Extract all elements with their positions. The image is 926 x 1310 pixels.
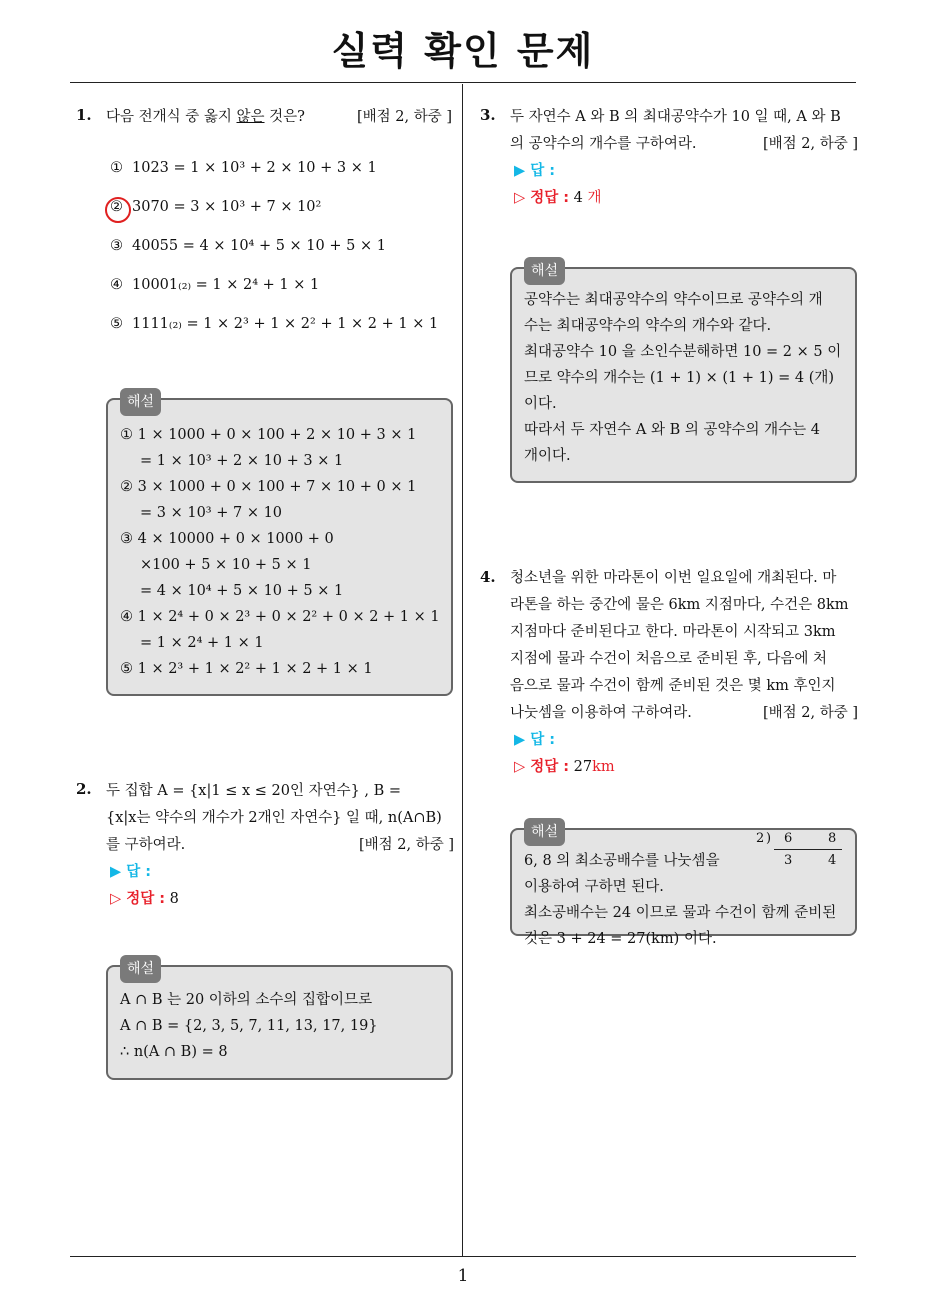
q2-number: 2. [76,780,92,798]
explain-line: ③ 4 × 10000 + 0 × 1000 + 0 [120,531,334,547]
q4-line: 지점마다 준비된다고 한다. 마라톤이 시작되고 3km [510,624,836,640]
explain-line: = 3 × 10³ + 7 × 10 [140,505,283,521]
q4-correct-value: 27 [573,759,593,775]
q2-question [106,778,454,913]
explain-line: = 4 × 10⁴ + 5 × 10 + 5 × 1 [140,583,344,599]
q1-meta: [배점 2, 하중 ] [356,109,452,125]
choice-expr: 10001₍₂₎ = 1 × 2⁴ + 1 × 1 [132,277,320,293]
explain-line: 므로 약수의 개수는 (1 + 1) × (1 + 1) = 4 (개) [524,370,835,386]
q3-meta: [배점 2, 하중 ] [762,136,858,152]
explanation-tag: 해설 [120,388,161,416]
explain-line: 이다. [524,396,557,412]
q2-line: {x|x는 약수의 개수가 2개인 자연수} 일 때, n(A∩B) [106,810,442,826]
explain-line: ① 1 × 1000 + 0 × 100 + 2 × 10 + 3 × 1 [120,427,417,443]
q2-correct-label: ▷ 정답 : [110,891,166,907]
explain-line: = 1 × 2⁴ + 1 × 1 [140,635,264,651]
division-top-2: 8 [828,831,837,846]
column-divider [462,84,463,1256]
q4-line: 나눗셈을 이용하여 구하여라. [510,705,692,721]
division-divisor: 2 [756,831,765,846]
explain-line: A ∩ B 는 20 이하의 소수의 집합이므로 [120,992,373,1008]
explanation-tag: 해설 [524,818,565,846]
explanation-tag: 해설 [524,257,565,285]
q1-text-underlined: 않은 [236,109,265,125]
explain-line: ④ 1 × 2⁴ + 0 × 2³ + 0 × 2² + 0 × 2 + 1 × 1 [120,609,440,625]
q4-answer-label: ▶ 답 : [514,732,556,748]
explain-line: 최소공배수는 24 이므로 물과 수건이 함께 준비된 [524,905,837,921]
q4-line: 음으로 물과 수건이 함께 준비된 것은 몇 km 후인지 [510,678,836,694]
q2-line: 두 집합 A = {x|1 ≤ x ≤ 20인 자연수} , B = [106,783,402,799]
q3-correct-value: 4 [573,190,583,206]
q3-correct-label: ▷ 정답 : [514,190,570,206]
choice-mark: ② [110,199,123,215]
explain-line: = 1 × 10³ + 2 × 10 + 3 × 1 [140,453,344,469]
choice-mark: ④ [110,277,123,293]
q3-line: 의 공약수의 개수를 구하여라. [510,136,697,152]
top-rule [70,82,856,83]
division-top-1: 6 [784,831,793,846]
bottom-rule [70,1256,856,1257]
choice-expr: 1111₍₂₎ = 1 × 2³ + 1 × 2² + 1 × 2 + 1 × 1 [132,316,439,332]
q4-line: 청소년을 위한 마라톤이 이번 일요일에 개최된다. 마 [510,570,837,586]
q4-correct-label: ▷ 정답 : [514,759,570,775]
q4-line: 지점에 물과 수건이 처음으로 준비된 후, 다음에 처 [510,651,828,667]
q4-number: 4. [480,568,496,586]
q1-choice-1[interactable] [110,160,377,176]
selected-answer-circle [105,197,131,223]
explain-line: 이용하여 구하면 된다. [524,879,664,895]
q3-answer-label: ▶ 답 : [514,163,556,179]
explain-line: ② 3 × 1000 + 0 × 100 + 7 × 10 + 0 × 1 [120,479,417,495]
explain-line: 6, 8 의 최소공배수를 나눗셈을 [524,853,720,869]
q2-correct-value: 8 [169,891,179,907]
explain-line: ×100 + 5 × 10 + 5 × 1 [140,557,312,573]
q3-question [510,104,858,212]
q3-line: 두 자연수 A 와 B 의 최대공약수가 10 일 때, A 와 B [510,109,841,125]
explain-line: ⑤ 1 × 2³ + 1 × 2² + 1 × 2 + 1 × 1 [120,661,373,677]
q1-choice-2[interactable] [110,199,321,215]
division-bottom-1: 3 [784,853,793,868]
choice-expr: 40055 = 4 × 10⁴ + 5 × 10 + 5 × 1 [132,238,386,254]
q1-question [106,104,452,131]
explanation-tag: 해설 [120,955,161,983]
q2-explanation-box [106,961,453,1080]
q4-line: 라톤을 하는 중간에 물은 6km 지점마다, 수건은 8km [510,597,849,613]
explain-line: 따라서 두 자연수 A 와 B 의 공약수의 개수는 4 [524,422,820,438]
explain-line: 수는 최대공약수의 약수의 개수와 같다. [524,318,772,334]
choice-expr: 1023 = 1 × 10³ + 2 × 10 + 3 × 1 [132,160,377,176]
division-figure [756,828,852,884]
q4-correct-unit: km [592,759,615,775]
q4-meta: [배점 2, 하중 ] [762,705,858,721]
explain-line: 개이다. [524,448,571,464]
explain-line: 공약수는 최대공약수의 약수이므로 공약수의 개 [524,292,823,308]
q1-number: 1. [76,106,92,124]
q1-choice-5[interactable] [110,316,438,332]
division-bracket: ) [766,831,772,846]
q3-correct-unit: 개 [587,190,602,206]
page-title: 실력 확인 문제 [331,29,595,73]
explain-line: A ∩ B = {2, 3, 5, 7, 11, 13, 17, 19} [120,1018,378,1034]
q3-number: 3. [480,106,496,124]
q1-text-post: 것은? [264,109,305,125]
q1-choice-3[interactable] [110,238,386,254]
q4-question [510,565,858,781]
choice-mark: ⑤ [110,316,123,332]
q4-explanation-box [510,824,857,947]
explain-line: ∴ n(A ∩ B) = 8 [120,1044,228,1060]
explain-line: 최대공약수 10 을 소인수분해하면 10 = 2 × 5 이 [524,344,842,360]
q3-explanation-box [510,263,857,483]
division-bottom-2: 4 [828,853,837,868]
choice-expr: 3070 = 3 × 10³ + 7 × 10² [132,199,322,215]
q2-line: 를 구하여라. [106,837,186,853]
choice-mark: ③ [110,238,123,254]
q1-text-pre: 다음 전개식 중 옳지 [106,109,237,125]
q1-choice-4[interactable] [110,277,319,293]
explain-line: 것은 3 + 24 = 27(km) 이다. [524,931,717,947]
choice-mark: ① [110,160,123,176]
page-number: 1 [457,1266,469,1286]
q2-meta: [배점 2, 하중 ] [358,837,454,853]
q1-explanation-box [106,394,453,696]
q2-answer-label: ▶ 답 : [110,864,152,880]
